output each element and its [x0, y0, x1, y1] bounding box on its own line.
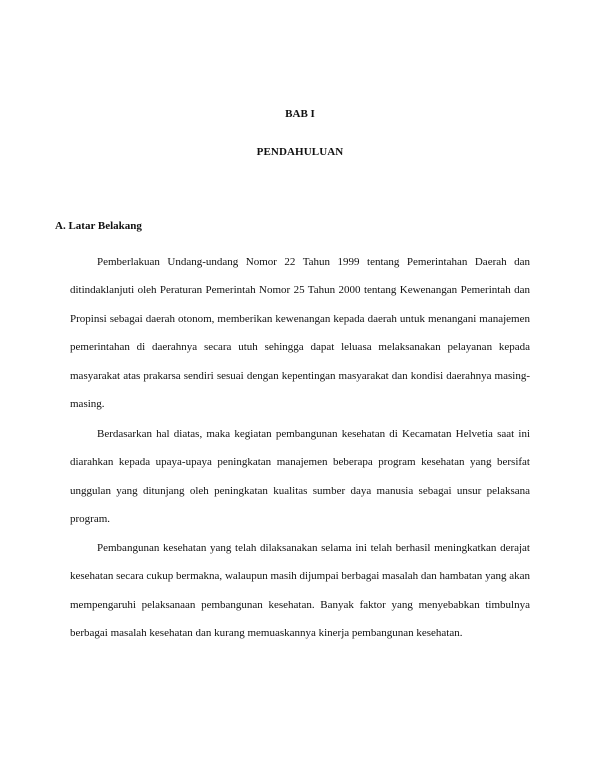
- paragraph-3: Pembangunan kesehatan yang telah dilaksanakan selama ini telah berhasil meningkatkan derajat kesehatan secara cukup bermakna, walaupun masih dijumpai berbagai masalah dan hambatan yang akan mempengaruhi pelaksanaan pembangunan kesehatan. Banyak faktor yang menyebabkan timbulnya berbagai masalah kesehatan dan kurang memuaskannya kinerja pembangunan kesehatan.: [70, 542, 530, 640]
- section-heading: A. Latar Belakang: [55, 220, 142, 232]
- paragraph-1: Pemberlakuan Undang-undang Nomor 22 Tahun 1999 tentang Pemerintahan Daerah dan ditindaklanjuti oleh Peraturan Pemerintah Nomor 25 Tahun 2000 tentang Kewenangan Pemerintah dan Propinsi sebagai daerah otonom, memberikan kewenangan kepada daerah untuk menangani manajemen pemerintahan di daerahnya secara utuh sehingga dapat leluasa melaksanakan pelayanan kepada masyarakat atas prakarsa sendiri sesuai dengan kepentingan masyarakat dan kondisi daerahnya masing-masing.: [70, 256, 530, 411]
- paragraph-2: Berdasarkan hal diatas, maka kegiatan pembangunan kesehatan di Kecamatan Helvetia saat ini diarahkan kepada upaya-upaya peningkatan manajemen beberapa program kesehatan yang bersifat unggulan yang ditunjang oleh peningkatan kualitas sumber daya manusia sebagai unsur pelaksana program.: [70, 428, 530, 526]
- chapter-number: BAB I: [285, 108, 315, 120]
- chapter-title: PENDAHULUAN: [256, 146, 344, 158]
